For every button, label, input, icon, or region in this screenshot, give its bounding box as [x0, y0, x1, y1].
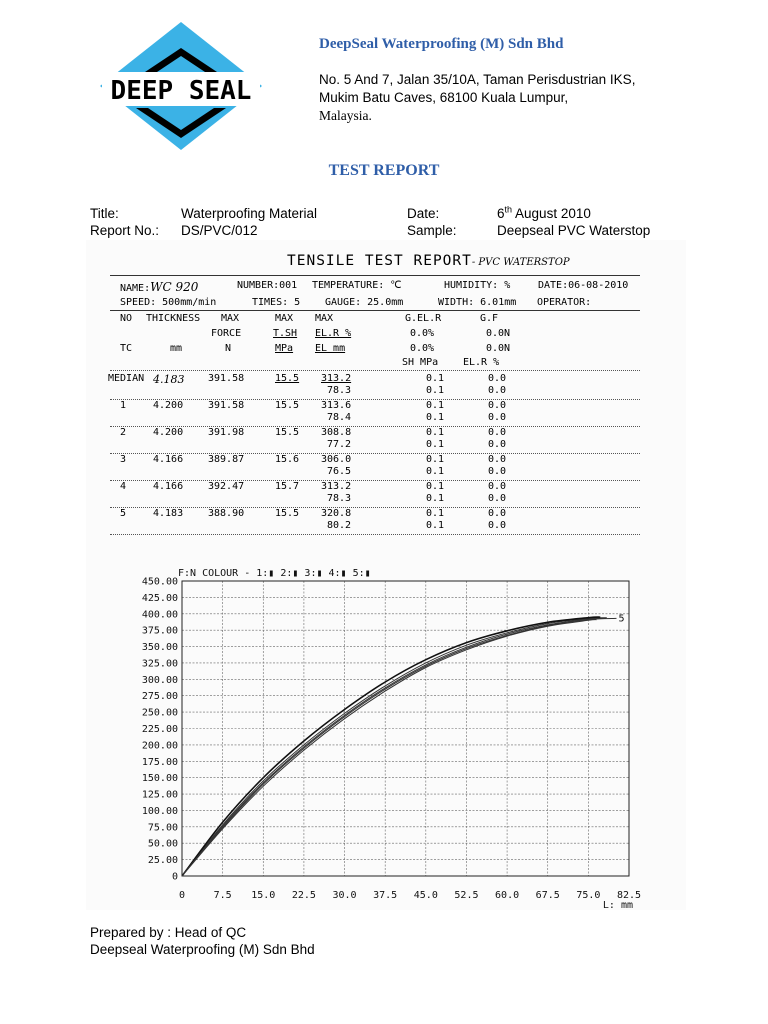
row-gf-2: 0.0: [488, 412, 507, 423]
address-line-3: Malaysia.: [319, 108, 372, 123]
row-elr: 313.2: [321, 481, 352, 492]
date-label: Date:: [407, 206, 440, 221]
address-line-1: No. 5 And 7, Jalan 35/10A, Taman Perisdustrian IKS,: [319, 72, 636, 87]
row-no: 4: [120, 481, 127, 492]
row-el: 78.3: [327, 493, 352, 504]
x-tick-label: 67.5: [535, 890, 560, 901]
y-tick-label: 375.00: [141, 625, 178, 637]
sheet-humidity: HUMIDITY: %: [444, 280, 511, 291]
y-tick-label: 0: [171, 871, 178, 883]
row-el: 80.2: [327, 520, 352, 531]
y-tick-label: 325.00: [141, 658, 178, 670]
y-tick-label: 175.00: [141, 756, 178, 768]
y-tick-label: 400.00: [141, 609, 178, 621]
x-axis-label: L: mm: [602, 900, 633, 911]
row-thickness: 4.200: [153, 427, 184, 438]
row-gelr: 0.1: [426, 400, 445, 411]
row-tsh: 15.6: [275, 454, 300, 465]
y-tick-label: 250.00: [141, 707, 178, 719]
row-gf: 0.0: [488, 427, 507, 438]
row-gf-2: 0.0: [488, 520, 507, 531]
row-no: 2: [120, 427, 127, 438]
sheet-line-1: NAME:WC 920: [120, 280, 199, 294]
row-gf-2: 0.0: [488, 439, 507, 450]
series-line-5: [182, 618, 617, 876]
row-thickness: 4.200: [153, 400, 184, 411]
row-gelr-2: 0.1: [426, 385, 445, 396]
row-tsh: 15.5: [275, 427, 300, 438]
footer-company: Deepseal Waterproofing (M) Sdn Bhd: [90, 942, 315, 957]
row-gf-2: 0.0: [488, 466, 507, 477]
series-end-label: 5: [618, 613, 625, 625]
row-gf: 0.0: [488, 508, 507, 519]
row-no: 3: [120, 454, 127, 465]
row-gelr-2: 0.1: [426, 493, 445, 504]
x-tick-label: 0: [178, 890, 186, 901]
x-tick-label: 52.5: [454, 890, 479, 901]
row-gf: 0.0: [488, 373, 507, 384]
row-no: 5: [120, 508, 127, 519]
sheet-title: TENSILE TEST REPORT- PVC WATERSTOP: [287, 253, 570, 269]
sheet-operator: OPERATOR:: [537, 297, 592, 308]
row-gf: 0.0: [488, 454, 507, 465]
series-line-4: [182, 618, 606, 876]
date-value: 6th August 2010: [497, 204, 591, 221]
y-tick-label: 450.00: [141, 576, 178, 588]
logo-text: DEEP SEAL: [110, 76, 252, 106]
x-tick-label: 75.0: [576, 890, 601, 901]
row-gelr: 0.1: [426, 454, 445, 465]
row-gelr: 0.1: [426, 481, 445, 492]
row-no: MEDIAN: [108, 373, 145, 384]
x-tick-label: 30.0: [332, 890, 357, 901]
row-elr: 306.0: [321, 454, 352, 465]
row-thickness: 4.166: [153, 454, 184, 465]
y-tick-label: 350.00: [141, 642, 178, 654]
x-tick-label: 60.0: [495, 890, 520, 901]
x-tick-label: 7.5: [213, 890, 232, 901]
row-gf: 0.0: [488, 481, 507, 492]
row-gf: 0.0: [488, 400, 507, 411]
report-no-value: DS/PVC/012: [181, 223, 258, 238]
row-el: 78.4: [327, 412, 352, 423]
row-el: 78.3: [327, 385, 352, 396]
sheet-temperature: TEMPERATURE: ℃: [312, 280, 402, 291]
sheet-gauge: GAUGE: 25.0mm: [325, 297, 404, 308]
title-value: Waterproofing Material: [181, 206, 318, 221]
x-tick-label: 37.5: [373, 890, 398, 901]
y-tick-label: 150.00: [141, 773, 178, 785]
x-tick-label: 82.5: [616, 890, 642, 901]
row-el: 76.5: [327, 466, 352, 477]
sheet-number: NUMBER:001: [237, 280, 298, 291]
sheet-date: DATE:06-08-2010: [538, 280, 629, 291]
report-no-label: Report No.:: [90, 223, 160, 238]
sample-value: Deepseal PVC Waterstop: [497, 223, 651, 238]
y-tick-label: 50.00: [147, 838, 178, 850]
row-no: 1: [120, 400, 127, 411]
sheet-width: WIDTH: 6.01mm: [438, 297, 517, 308]
series-line-3: [182, 620, 597, 876]
row-tsh: 15.7: [275, 481, 300, 492]
chart-legend: F:N COLOUR - 1:▮ 2:▮ 3:▮ 4:▮ 5:▮: [178, 568, 371, 579]
prepared-by: Prepared by : Head of QC: [90, 925, 247, 940]
row-el: 77.2: [327, 439, 352, 450]
y-tick-label: 75.00: [147, 822, 178, 834]
sheet-speed: SPEED: 500mm/min: [120, 297, 217, 308]
row-gelr: 0.1: [426, 373, 445, 384]
row-gelr-2: 0.1: [426, 520, 445, 531]
row-tsh: 15.5: [275, 373, 300, 384]
sample-label: Sample:: [407, 223, 457, 238]
row-elr: 313.6: [321, 400, 352, 411]
x-tick-label: 45.0: [413, 890, 438, 901]
row-gelr-2: 0.1: [426, 466, 445, 477]
row-thickness: 4.166: [153, 481, 184, 492]
row-gelr-2: 0.1: [426, 439, 445, 450]
address-line-2: Mukim Batu Caves, 68100 Kuala Lumpur,: [319, 90, 569, 105]
row-force: 391.58: [208, 400, 245, 411]
y-tick-label: 25.00: [147, 855, 178, 867]
row-gelr: 0.1: [426, 508, 445, 519]
x-tick-label: 22.5: [291, 890, 316, 901]
deep-seal-logo: [98, 20, 264, 152]
row-gf-2: 0.0: [488, 493, 507, 504]
y-tick-label: 100.00: [141, 805, 178, 817]
sheet-times: TIMES: 5: [252, 297, 301, 308]
row-force: 391.58: [208, 373, 245, 384]
series-line-2: [182, 617, 600, 876]
series-line-1: [182, 618, 607, 876]
row-force: 392.47: [208, 481, 245, 492]
row-force: 389.87: [208, 454, 245, 465]
row-elr: 308.8: [321, 427, 352, 438]
x-tick-label: 15.0: [251, 890, 276, 901]
y-tick-label: 200.00: [141, 740, 178, 752]
row-tsh: 15.5: [275, 508, 300, 519]
row-thickness: 4.183: [153, 373, 185, 386]
row-gelr-2: 0.1: [426, 412, 445, 423]
company-name: DeepSeal Waterproofing (M) Sdn Bhd: [319, 36, 564, 52]
report-title: TEST REPORT: [328, 162, 440, 179]
y-tick-label: 225.00: [141, 724, 178, 735]
row-force: 391.98: [208, 427, 245, 438]
row-tsh: 15.5: [275, 400, 300, 411]
y-tick-label: 300.00: [141, 674, 178, 686]
y-tick-label: 125.00: [141, 789, 178, 801]
row-elr: 313.2: [321, 373, 352, 384]
row-gelr: 0.1: [426, 427, 445, 438]
title-label: Title:: [90, 206, 119, 221]
tensile-chart: [86, 560, 686, 920]
y-tick-label: 425.00: [141, 592, 178, 604]
y-tick-label: 275.00: [141, 691, 178, 703]
row-gf-2: 0.0: [488, 385, 507, 396]
row-thickness: 4.183: [153, 508, 184, 519]
row-elr: 320.8: [321, 508, 352, 519]
row-force: 388.90: [208, 508, 245, 519]
